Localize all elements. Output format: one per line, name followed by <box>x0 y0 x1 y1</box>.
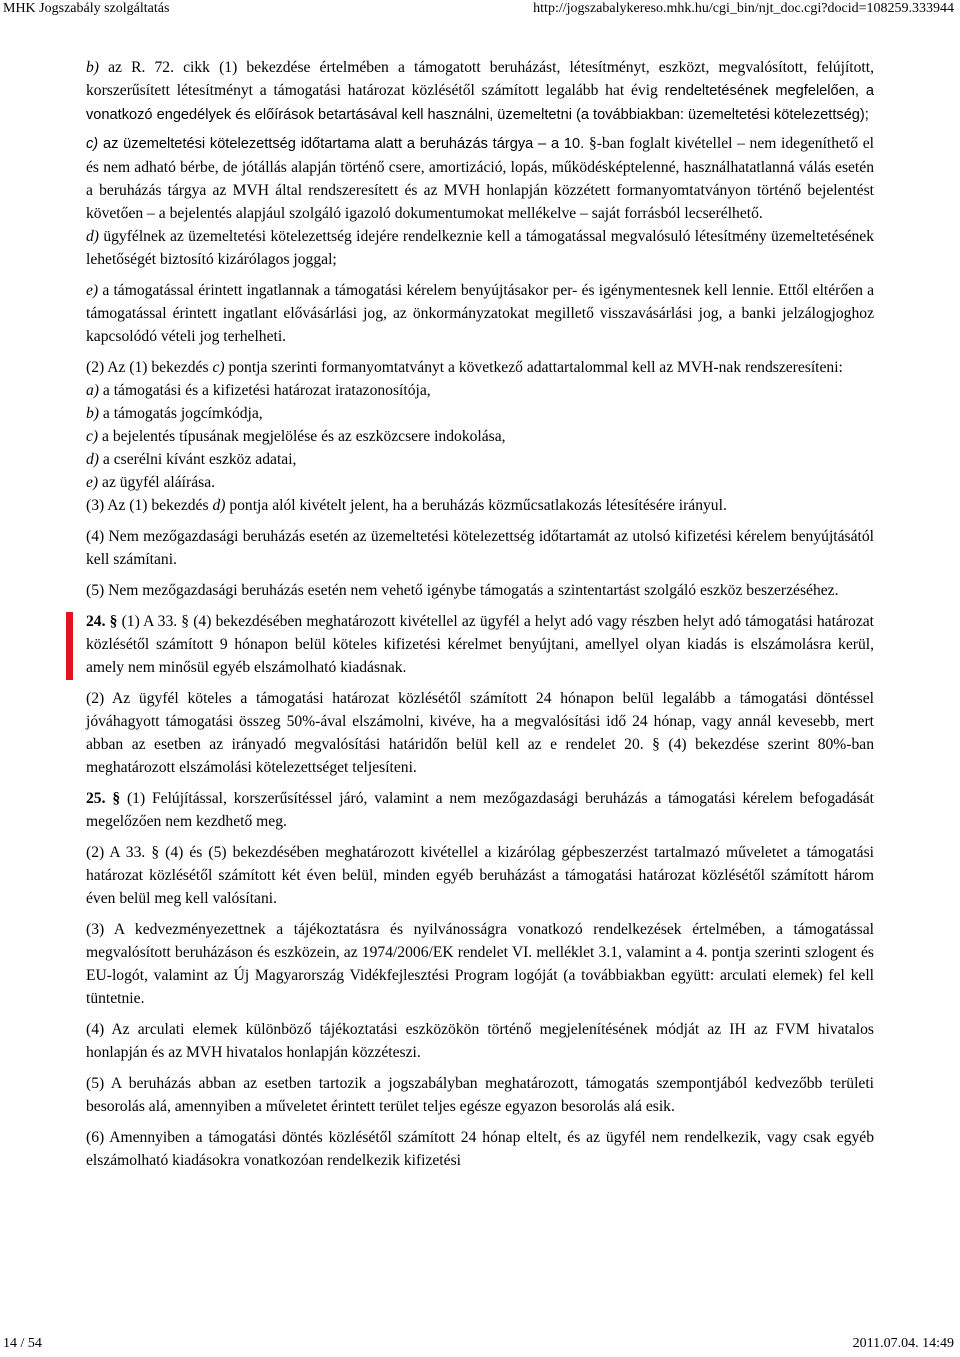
list-item <box>86 471 874 494</box>
paragraph-text: rendeltetésének megfelelően, a vonatkozó engedélyek és előírások betartásával kell használni, üzemeltetni (a továbbiakban: üzemeltetési kötelezettség); <box>86 83 874 123</box>
header-source: MHK Jogszabály szolgáltatás <box>3 1 170 16</box>
section-sign: § <box>112 790 121 807</box>
list-item-text: a támogatás jogcímkódja, <box>99 405 263 422</box>
section-sign: § <box>109 613 118 630</box>
document-body <box>86 56 874 1172</box>
paragraph-5: (5) Nem mezőgazdasági beruházás esetén nem vehető igénybe támogatás a szintentartást szolgáló eszköz beszerzéséhez. <box>86 582 839 599</box>
section-number: 25. <box>86 790 113 807</box>
item-label: d) <box>86 228 99 245</box>
paragraph-text: (2) Az (1) bekezdés <box>86 359 213 376</box>
paragraph-3 <box>86 494 874 517</box>
paragraph-text: (1) A 33. § (4) bekezdésében meghatározott kivétellel az ügyfél a helyt adó vagy részben helyt adó támogatási határozat közlésétől számított 9 hónapon belül köteles kifizetési kérelmet benyújtani, amellyel olyan kiadás is elszámolásra kerül, amely nem minősül egyéb elszámolható kiadásnak. <box>86 613 875 676</box>
item-label: b) <box>86 59 99 76</box>
paragraph-text: az üzemeltetési kötelezettség időtartama alatt a beruházás tárgya – a 10. <box>98 136 589 152</box>
list-item-text: az ügyfél aláírása. <box>98 474 216 491</box>
section-25 <box>86 787 874 833</box>
section-24 <box>86 610 874 679</box>
paragraph-text: pontja szerinti formanyomtatványt a következő adattartalommal kell az MVH-nak rendszeresíteni: <box>224 359 843 376</box>
paragraph-text: a támogatással érintett ingatlannak a támogatási kérelem benyújtásakor per- és igénymentesnek kell lennie. Ettől eltérően a támogatással érintett ingatlant elővásárlási jog, az önkormányzatokat megillető visszavásárlási jog, a banki jelzálogjoghoz kapcsolódó vételi jog terhelheti. <box>86 282 874 345</box>
list-item <box>86 402 874 425</box>
paragraph-25-3: (3) A kedvezményezettnek a tájékoztatásra és nyilvánosságra vonatkozó rendelkezések értelmében, a támogatással megvalósított beruházáson és eszközein, az 1974/2006/EK rendelet VI. melléklet 3.1, valamint a 4. pontja szerinti szlogent és EU-logót, valamint az Új Magyarország Vidékfejlesztési Program logóját (a továbbiakban együtt: arculati elemek) fel kell tüntetnie. <box>86 921 874 1007</box>
paragraph-e <box>86 279 874 348</box>
item-label: e) <box>86 282 99 299</box>
item-label: e) <box>86 474 99 491</box>
item-label: d) <box>212 497 226 514</box>
paragraph-25-2: (2) A 33. § (4) és (5) bekezdésében meghatározott kivétellel a kizárólag gépbeszerzést tartalmazó műveletet a támogatási határozat közlésétől számított két éven belül, minden egyéb beruházást a támogatási határozat közlésétől számított három éven belül meg kell valósítani. <box>86 844 874 907</box>
item-label: c) <box>86 136 99 152</box>
header-url[interactable]: http://jogszabalykereso.mhk.hu/cgi_bin/njt_doc.cgi?docid=108259.333944 <box>533 1 954 16</box>
list-item-text: a támogatási és a kifizetési határozat iratazonosítója, <box>99 382 431 399</box>
item-label: d) <box>86 451 99 468</box>
list-item <box>86 379 874 402</box>
paragraph-24-2: (2) Az ügyfél köteles a támogatási határozat közlésétől számított 24 hónapon belül legalább a támogatási döntéssel jóváhagyott támogatási összeg 50%-ával elszámolni, kivéve, ha a megvalósítási idő 24 hónap, vagy annál kevesebb, mert abban az esetben az irányadó megvalósítási határidőn belül kell az e rendelet 20. § (4) bekezdése szerint 80%-ban meghatározott elszámolási kötelezettséget teljesíteni. <box>86 690 874 776</box>
paragraph-2 <box>86 356 874 379</box>
paragraph-text: (3) Az (1) bekezdés <box>86 497 213 514</box>
paragraph-b <box>86 56 874 127</box>
paragraph-text: §-ban foglalt kivétellel – nem idegeníthető el és nem adható bérbe, de jótállás alapján történő csere, amortizáció, lopás, működésképtelenné, használhatatlanná válás esetén a beruházás tárgya az MVH által rendszeresített és az MVH honlapján közzétett formanyomtatványon történő bejelentést követően – a bejelentés alapjául szolgáló igazoló dokumentumokat mellékelve – saját forrásból lecserélhető. <box>86 135 874 222</box>
paragraph-4: (4) Nem mezőgazdasági beruházás esetén az üzemeltetési kötelezettség időtartamát az utolsó kifizetési kérelem benyújtásától kell számítani. <box>86 528 874 568</box>
item-label: a) <box>86 382 99 399</box>
paragraph-d <box>86 225 874 271</box>
paragraph-c <box>86 132 874 225</box>
paragraph-text: ügyfélnek az üzemeltetési kötelezettség idejére rendelkeznie kell a támogatással megvalósuló létesítmény üzemeltetésének lehetőségét biztosító kizárólagos joggal; <box>86 228 874 268</box>
paragraph-25-4: (4) Az arculati elemek különböző tájékoztatási eszközökön történő megjelenítésének módját az IH az FVM hivatalos honlapján és az MVH hivatalos honlapján közzéteszi. <box>86 1021 874 1061</box>
change-marker-bar <box>66 612 73 680</box>
paragraph-text: az R. 72. cikk (1) bekezdése értelmében a támogatott beruházást, létesítményt, eszközt, megvalósított, felújított, korszerűsített létesítményt a támogatási határozat közlésétől számított legalább hat évig <box>86 59 874 99</box>
item-label: c) <box>86 428 99 445</box>
paragraph-text: (1) Felújítással, korszerűsítéssel járó, valamint a nem mezőgazdasági beruházás a támogatási kérelem befogadását megelőzően nem kezdhető meg. <box>86 790 874 830</box>
item-label: c) <box>212 359 225 376</box>
page-number: 14 / 54 <box>3 1336 42 1351</box>
section-number: 24. <box>86 613 110 630</box>
item-label: b) <box>86 405 99 422</box>
paragraph-25-6: (6) Amennyiben a támogatási döntés közlésétől számított 24 hónap eltelt, és az ügyfél nem rendelkezik, vagy csak egyéb elszámolható kiadásokra vonatkozóan rendelkezik kifizetési <box>86 1129 874 1169</box>
list-item-text: a cserélni kívánt eszköz adatai, <box>99 451 297 468</box>
list-item <box>86 448 874 471</box>
paragraph-25-5: (5) A beruházás abban az esetben tartozik a jogszabályban meghatározott, támogatás szempontjából kedvezőbb területi besorolás alá, amennyiben a műveletet érintett terület teljes egésze egyazon besorolás alá esik. <box>86 1075 874 1115</box>
list-item <box>86 425 874 448</box>
page-header <box>0 0 960 20</box>
paragraph-text: pontja alól kivételt jelent, ha a beruházás közműcsatlakozás létesítésére irányul. <box>225 497 727 514</box>
print-datetime: 2011.07.04. 14:49 <box>852 1336 954 1351</box>
list-item-text: a bejelentés típusának megjelölése és az eszközcsere indokolása, <box>98 428 506 445</box>
